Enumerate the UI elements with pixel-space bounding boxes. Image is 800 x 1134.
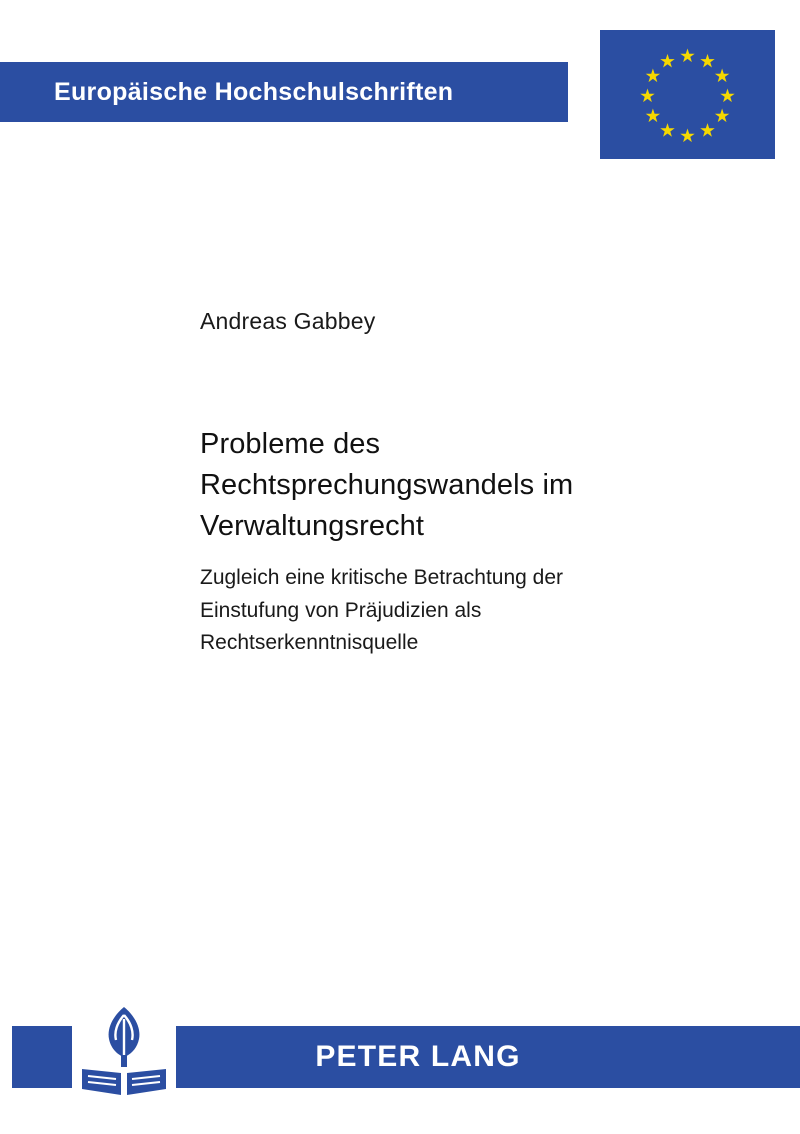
series-title: Europäische Hochschulschriften	[54, 77, 454, 106]
publisher-name: PETER LANG	[315, 1040, 521, 1073]
series-title-band	[0, 62, 568, 122]
publisher-logo-graphic	[76, 999, 172, 1103]
eu-flag-icon	[600, 30, 775, 159]
book-title: Probleme des Rechtsprechungswandels im Verwaltungsrecht	[200, 428, 574, 543]
book-subtitle: Zugleich eine kritische Betrachtung der Einstufung von Präjudizien als Rechtserkenntnisquelle	[200, 566, 564, 655]
author-name: Andreas Gabbey	[200, 308, 376, 334]
eu-stars-icon	[600, 30, 775, 159]
publisher-band-left-gap	[0, 1026, 12, 1088]
peter-lang-tree-book-logo-icon	[72, 996, 176, 1106]
